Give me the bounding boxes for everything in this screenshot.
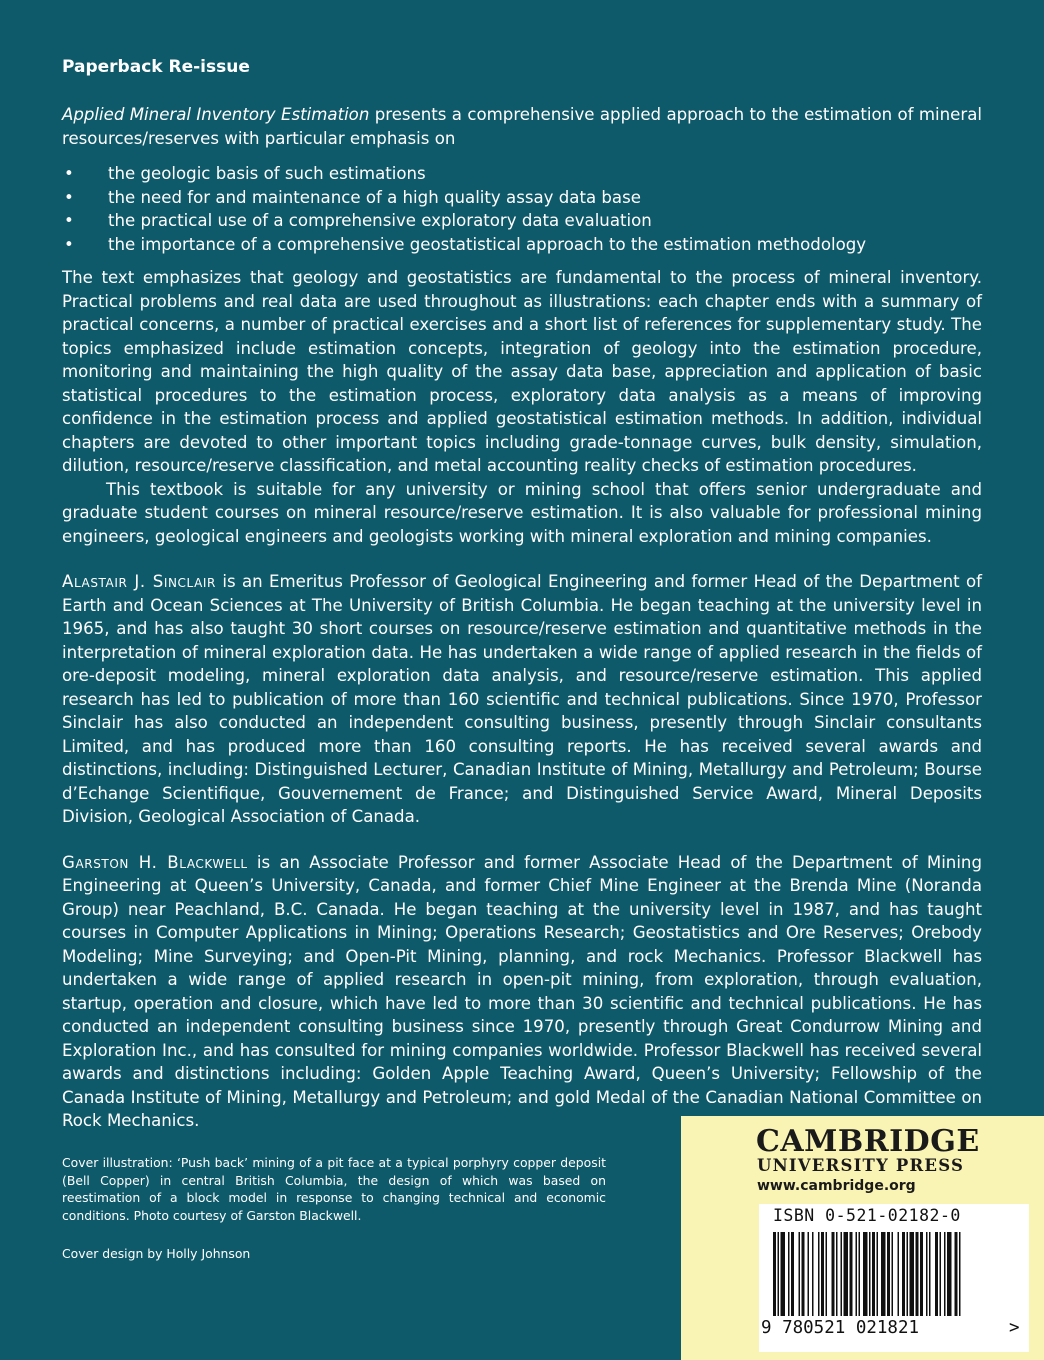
list-item: • the need for and maintenance of a high quality assay data base (62, 186, 982, 210)
author-bio-sinclair (62, 570, 982, 829)
author-bio-text: is an Associate Professor and former Associate Head of the Department of Mining Engineering at Queen’s University, Canada, and former Chief Mine Engineer at the Brenda Mine (Noranda Group) near Peachland, B.C. Canada. He began teaching at the university level in 1987, and has taught courses in Computer Applications in Mining; Operations Research; Geostatistics and Ore Reserves; Orebody Modeling; Mine Surveying; and Open-Pit Mining, planning, and rock Mechanics. Professor Blackwell has undertaken a wide range of applied research in open-pit mining, from exploration, through evaluation, startup, operation and closure, which have led to more than 30 scientific and technical publications. He has conducted an independent consulting business since 1970, presently through Great Condurrow Mining and Exploration Inc., and has consulted for mining companies worldwide. Professor Blackwell has received several awards and distinctions including: Golden Apple Teaching Award, Queen’s University; Fellowship of the Canada Institute of Mining, Metallurgy and Petroleum; and gold Medal of the Canadian National Committee on Rock Mechanics. (62, 852, 982, 1130)
author-name: Garston H. Blackwell (62, 852, 248, 872)
barcode-arrow: > (1009, 1318, 1020, 1338)
book-title: Applied Mineral Inventory Estimation (62, 105, 370, 124)
description-paragraph: The text emphasizes that geology and geostatistics are fundamental to the process of mineral inventory. Practical problems and real data are used throughout as illustrations: each chapter ends with a summary of practical concerns, a number of practical exercises and a short list of references for supplementary study. The topics emphasized include estimation concepts, integration of geology into the estimation procedure, monitoring and maintaining the high quality of the assay data base, appreciation and application of basic statistical procedures to the estimation process, exploratory data analysis as a means of improving confidence in the estimation process and applied geostatistical estimation methods. In addition, individual chapters are devoted to other important topics including grade-tonnage curves, bulk density, simulation, dilution, resource/reserve classification, and metal accounting reality checks of estimation procedures. (62, 268, 982, 475)
intro-text: presents a comprehensive applied approach to the estimation of mineral resources/reserves with particular emphasis on (62, 105, 982, 148)
barcode-box (759, 1204, 1029, 1352)
publisher-logo-name: CAMBRIDGE (756, 1124, 980, 1159)
list-item: • the practical use of a comprehensive exploratory data evaluation (62, 209, 982, 233)
author-bio-blackwell (62, 851, 982, 1133)
publisher-url: www.cambridge.org (757, 1178, 916, 1194)
audience-paragraph: This textbook is suitable for any university or mining school that offers senior undergraduate and graduate student courses on mineral resource/reserve estimation. It is also valuable for professional mining engineers, geological engineers and geologists working with mineral exploration and mining companies. (62, 479, 982, 546)
bullet-glyph: • (64, 234, 74, 254)
barcode-icon (773, 1232, 1019, 1316)
author-name: Alastair J. Sinclair (62, 572, 216, 591)
bullet-glyph: • (64, 164, 74, 183)
main-text (62, 103, 982, 1133)
publisher-panel (681, 1116, 1044, 1360)
list-item: • the geologic basis of such estimations (62, 162, 982, 186)
cover-design-credit: Cover design by Holly Johnson (62, 1246, 251, 1261)
list-item: • the importance of a comprehensive geostatistical approach to the estimation methodology (62, 233, 982, 257)
isbn-text: ISBN 0-521-02182-0 (773, 1206, 961, 1225)
bullet-glyph: • (64, 211, 74, 230)
bullet-glyph: • (64, 187, 74, 207)
emphasis-list (62, 162, 982, 256)
intro-paragraph (62, 103, 982, 150)
reissue-label: Paperback Re-issue (62, 57, 250, 77)
cover-illustration-caption: Cover illustration: ‘Push back’ mining of a pit face at a typical porphyry copper deposit (Bell Copper) in central British Columbia, the design of which was based on reestimation of a block model in response to changing technical and economic conditions. Photo courtesy of Garston Blackwell. (62, 1155, 606, 1223)
barcode-digits: 9 780521 021821 (761, 1318, 920, 1338)
publisher-logo-press: UNIVERSITY PRESS (757, 1156, 965, 1175)
author-bio-text: is an Emeritus Professor of Geological Engineering and former Head of the Department of Earth and Ocean Sciences at The University of British Columbia. He began teaching at the university level in 1965, and has also taught 30 short courses on resource/reserve estimation and quantitative methods in the interpretation of mineral exploration data. He has undertaken a wide range of applied research in the fields of ore-deposit modeling, mineral exploration data analysis, and resource/reserve estimation. This applied research has led to publication of more than 160 scientific and technical publications. Since 1970, Professor Sinclair has also conducted an independent consulting business, presently through Sinclair consultants Limited, and has produced more than 160 consulting reports. He has received several awards and distinctions, including: Distinguished Lecturer, Canadian Institute of Mining, Metallurgy and Petroleum; Bourse d’Echange Scientifique, Gouvernement de France; and Distinguished Service Award, Mineral Deposits Division, Geological Association of Canada. (62, 572, 982, 826)
